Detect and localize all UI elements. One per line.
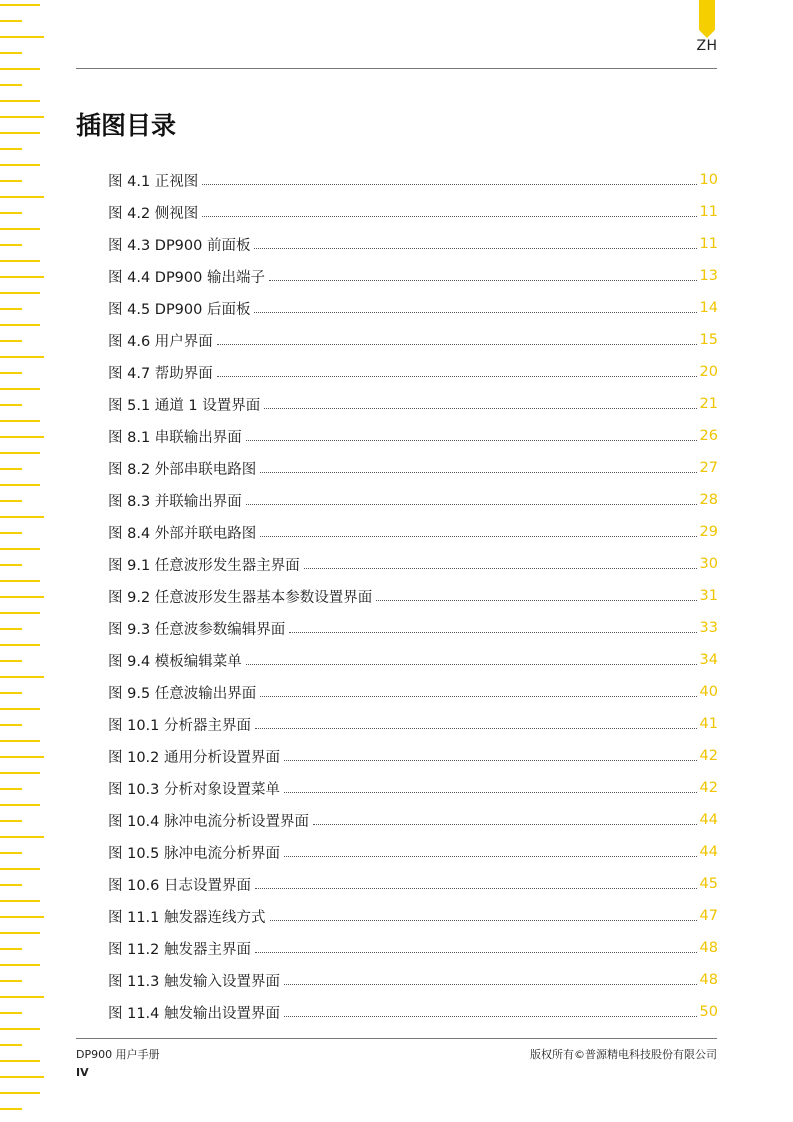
ruler-tick	[0, 68, 40, 70]
toc-entry[interactable]	[108, 708, 718, 740]
toc-entry-page[interactable]: 28	[699, 492, 718, 508]
ruler-tick	[0, 932, 40, 934]
toc-entry-page[interactable]: 44	[699, 812, 718, 828]
toc-entry[interactable]	[108, 996, 718, 1028]
toc-dot-leader	[376, 600, 697, 601]
toc-entry[interactable]	[108, 932, 718, 964]
ruler-tick	[0, 1028, 40, 1030]
ruler-tick	[0, 436, 44, 438]
toc-entry-label: 图 11.2 触发器主界面	[108, 941, 252, 958]
ruler-tick	[0, 836, 44, 838]
ruler-tick	[0, 788, 22, 790]
ruler-tick	[0, 260, 40, 262]
ruler-tick	[0, 356, 44, 358]
ruler-tick	[0, 308, 22, 310]
ruler-tick	[0, 292, 40, 294]
footer-copyright: 版权所有©普源精电科技股份有限公司	[530, 1048, 717, 1061]
toc-entry-page[interactable]: 48	[699, 940, 718, 956]
toc-dot-leader	[255, 728, 697, 729]
toc-entry-page[interactable]: 40	[699, 684, 718, 700]
ruler-tick	[0, 1076, 44, 1078]
toc-dot-leader	[246, 440, 697, 441]
ruler-tick	[0, 916, 44, 918]
toc-dot-leader	[202, 216, 697, 217]
ruler-tick	[0, 420, 40, 422]
ruler-tick	[0, 660, 22, 662]
ruler-tick	[0, 132, 40, 134]
toc-entry-page[interactable]: 44	[699, 844, 718, 860]
ruler-tick	[0, 484, 40, 486]
toc-entry-label: 图 4.6 用户界面	[108, 333, 213, 350]
toc-entry[interactable]	[108, 740, 718, 772]
toc-entry-label: 图 8.4 外部并联电路图	[108, 525, 257, 542]
footer-divider	[76, 1038, 717, 1039]
ruler-tick	[0, 36, 44, 38]
toc-entry-page[interactable]: 11	[699, 204, 718, 220]
toc-dot-leader	[255, 952, 697, 953]
ruler-tick	[0, 340, 22, 342]
ruler-tick	[0, 500, 22, 502]
ruler-tick	[0, 820, 22, 822]
ruler-tick	[0, 644, 40, 646]
toc-entry[interactable]	[108, 228, 718, 260]
ruler-tick	[0, 676, 44, 678]
ruler-tick	[0, 148, 22, 150]
toc-entry-label: 图 8.1 串联输出界面	[108, 429, 242, 446]
toc-entry-label: 图 9.3 任意波参数编辑界面	[108, 621, 286, 638]
toc-dot-leader	[254, 312, 697, 313]
toc-entry-label: 图 4.7 帮助界面	[108, 365, 213, 382]
toc-entry-label: 图 4.3 DP900 前面板	[108, 237, 251, 254]
ruler-tick	[0, 740, 40, 742]
toc-entry-page[interactable]: 50	[699, 1004, 718, 1020]
toc-entry[interactable]	[108, 804, 718, 836]
ruler-tick	[0, 1108, 22, 1110]
toc-entry-page[interactable]: 27	[699, 460, 718, 476]
ruler-tick	[0, 1092, 40, 1094]
toc-entry-label: 图 5.1 通道 1 设置界面	[108, 397, 261, 414]
ruler-tick	[0, 1044, 22, 1046]
toc-entry[interactable]	[108, 164, 718, 196]
toc-entry-label: 图 9.1 任意波形发生器主界面	[108, 557, 300, 574]
toc-entry[interactable]	[108, 836, 718, 868]
toc-entry[interactable]	[108, 548, 718, 580]
toc-dot-leader	[270, 920, 697, 921]
ruler-tick	[0, 388, 40, 390]
toc-dot-leader	[264, 408, 697, 409]
toc-dot-leader	[217, 376, 697, 377]
toc-entry[interactable]	[108, 772, 718, 804]
toc-entry[interactable]	[108, 324, 718, 356]
toc-entry[interactable]	[108, 388, 718, 420]
toc-entry[interactable]	[108, 868, 718, 900]
toc-entry-label: 图 11.4 触发输出设置界面	[108, 1005, 281, 1022]
ruler-tick	[0, 756, 44, 758]
ruler-tick	[0, 20, 22, 22]
toc-entry-label: 图 9.5 任意波输出界面	[108, 685, 257, 702]
toc-entry-label: 图 4.2 侧视图	[108, 205, 199, 222]
toc-entry[interactable]	[108, 580, 718, 612]
toc-entry-page[interactable]: 41	[699, 716, 718, 732]
toc-dot-leader	[202, 184, 697, 185]
ruler-tick	[0, 868, 40, 870]
toc-entry-label: 图 11.1 触发器连线方式	[108, 909, 266, 926]
toc-entry-page[interactable]: 48	[699, 972, 718, 988]
ruler-tick	[0, 804, 40, 806]
toc-entry-page[interactable]: 34	[699, 652, 718, 668]
ruler-tick	[0, 196, 44, 198]
ruler-tick	[0, 628, 22, 630]
header-divider	[76, 68, 717, 69]
page-number: IV	[76, 1066, 89, 1079]
ruler-tick	[0, 900, 40, 902]
toc-entry-page[interactable]: 13	[699, 268, 718, 284]
toc-entry-page[interactable]: 42	[699, 748, 718, 764]
toc-entry[interactable]	[108, 676, 718, 708]
language-tab-marker	[699, 0, 715, 38]
toc-entry-page[interactable]: 21	[699, 396, 718, 412]
toc-entry-page[interactable]: 30	[699, 556, 718, 572]
ruler-tick	[0, 996, 44, 998]
ruler-tick	[0, 276, 44, 278]
ruler-tick	[0, 964, 40, 966]
ruler-tick	[0, 116, 44, 118]
language-label: ZH	[696, 38, 718, 54]
toc-entry[interactable]	[108, 964, 718, 996]
toc-dot-leader	[304, 568, 697, 569]
toc-dot-leader	[284, 1016, 697, 1017]
toc-entry[interactable]	[108, 516, 718, 548]
ruler-tick	[0, 372, 22, 374]
toc-entry-label: 图 10.6 日志设置界面	[108, 877, 252, 894]
toc-entry-page[interactable]: 29	[699, 524, 718, 540]
ruler-tick	[0, 980, 22, 982]
ruler-tick	[0, 100, 40, 102]
footer-manual-name: DP900 用户手册	[76, 1048, 160, 1061]
toc-entry-page[interactable]: 14	[699, 300, 718, 316]
toc-entry-page[interactable]: 33	[699, 620, 718, 636]
ruler-tick	[0, 452, 40, 454]
ruler-tick	[0, 84, 22, 86]
toc-dot-leader	[217, 344, 697, 345]
toc-dot-leader	[289, 632, 697, 633]
toc-dot-leader	[254, 248, 697, 249]
ruler-tick	[0, 1060, 40, 1062]
ruler-tick	[0, 708, 40, 710]
toc-entry[interactable]	[108, 420, 718, 452]
ruler-tick	[0, 692, 22, 694]
toc-entry[interactable]	[108, 644, 718, 676]
toc-entry-label: 图 8.2 外部串联电路图	[108, 461, 257, 478]
ruler-tick	[0, 772, 40, 774]
toc-entry-page[interactable]: 31	[699, 588, 718, 604]
ruler-tick	[0, 212, 22, 214]
toc-entry[interactable]	[108, 196, 718, 228]
ruler-tick	[0, 516, 44, 518]
margin-ruler	[0, 0, 46, 1122]
toc-entry-page[interactable]: 45	[699, 876, 718, 892]
ruler-tick	[0, 52, 22, 54]
toc-dot-leader	[269, 280, 697, 281]
ruler-tick	[0, 228, 40, 230]
toc-entry-page[interactable]: 10	[699, 172, 718, 188]
toc-entry-page[interactable]: 15	[699, 332, 718, 348]
toc-entry-label: 图 4.5 DP900 后面板	[108, 301, 251, 318]
ruler-tick	[0, 548, 40, 550]
toc-entry-label: 图 4.1 正视图	[108, 173, 199, 190]
toc-entry-page[interactable]: 42	[699, 780, 718, 796]
toc-dot-leader	[260, 472, 697, 473]
toc-entry-label: 图 10.2 通用分析设置界面	[108, 749, 281, 766]
toc-entry[interactable]	[108, 612, 718, 644]
toc-entry-page[interactable]: 11	[699, 236, 718, 252]
toc-entry[interactable]	[108, 292, 718, 324]
toc-entry-page[interactable]: 26	[699, 428, 718, 444]
ruler-tick	[0, 580, 40, 582]
toc-entry[interactable]	[108, 260, 718, 292]
toc-entry-label: 图 9.4 模板编辑菜单	[108, 653, 242, 670]
ruler-tick	[0, 852, 22, 854]
toc-entry[interactable]	[108, 452, 718, 484]
toc-entry-label: 图 4.4 DP900 输出端子	[108, 269, 265, 286]
toc-entry[interactable]	[108, 356, 718, 388]
ruler-tick	[0, 244, 22, 246]
toc-dot-leader	[313, 824, 697, 825]
toc-dot-leader	[255, 888, 697, 889]
ruler-tick	[0, 1012, 22, 1014]
toc-entry-label: 图 9.2 任意波形发生器基本参数设置界面	[108, 589, 373, 606]
ruler-tick	[0, 324, 40, 326]
toc-dot-leader	[260, 696, 697, 697]
toc-dot-leader	[284, 760, 697, 761]
toc-entry-label: 图 10.5 脉冲电流分析界面	[108, 845, 281, 862]
toc-dot-leader	[246, 664, 697, 665]
toc-dot-leader	[284, 792, 697, 793]
page-title: 插图目录	[76, 111, 177, 140]
toc-dot-leader	[246, 504, 697, 505]
ruler-tick	[0, 4, 40, 6]
ruler-tick	[0, 596, 44, 598]
ruler-tick	[0, 612, 40, 614]
ruler-tick	[0, 532, 22, 534]
toc-entry-label: 图 10.1 分析器主界面	[108, 717, 252, 734]
ruler-tick	[0, 948, 22, 950]
toc-entry[interactable]	[108, 484, 718, 516]
toc-entry-label: 图 10.3 分析对象设置菜单	[108, 781, 281, 798]
toc-entry-page[interactable]: 20	[699, 364, 718, 380]
toc-entry-label: 图 10.4 脉冲电流分析设置界面	[108, 813, 310, 830]
ruler-tick	[0, 180, 22, 182]
toc-entry-label: 图 8.3 并联输出界面	[108, 493, 242, 510]
toc-entry-label: 图 11.3 触发输入设置界面	[108, 973, 281, 990]
ruler-tick	[0, 564, 22, 566]
toc-dot-leader	[284, 984, 697, 985]
ruler-tick	[0, 164, 40, 166]
ruler-tick	[0, 468, 22, 470]
toc-dot-leader	[260, 536, 697, 537]
ruler-tick	[0, 724, 22, 726]
toc-entry[interactable]	[108, 900, 718, 932]
ruler-tick	[0, 404, 22, 406]
ruler-tick	[0, 884, 22, 886]
toc-entry-page[interactable]: 47	[699, 908, 718, 924]
toc-dot-leader	[284, 856, 697, 857]
